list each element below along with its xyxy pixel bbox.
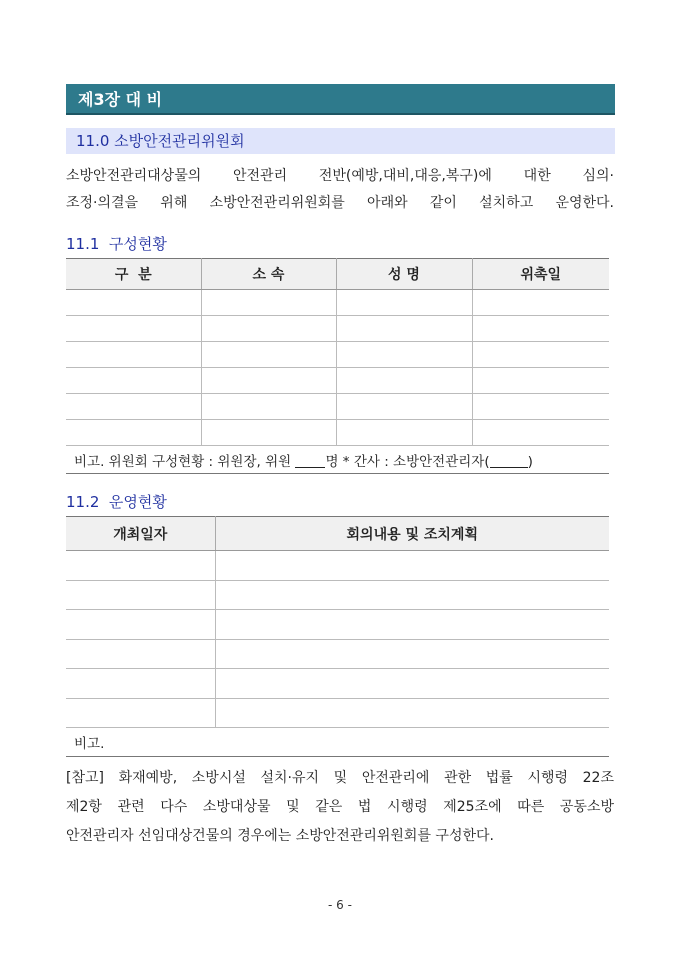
col-header-meeting-date: 개최일자	[66, 517, 215, 551]
table-cell[interactable]	[215, 551, 609, 581]
col-header-name: 성 명	[336, 259, 472, 290]
intro-line-2: 조정·의결을 위해 소방안전관리위원회를 아래와 같이 설치하고 운영한다.	[66, 195, 614, 211]
intro-line-1: 소방안전관리대상물의 안전관리 전반(예방,대비,대응,복구)에 대한 심의·	[66, 168, 614, 184]
table-cell[interactable]	[201, 316, 336, 342]
table-cell[interactable]	[66, 669, 215, 699]
table-row	[66, 316, 609, 342]
note-line-1: [참고] 화재예방, 소방시설 설치·유지 및 안전관리에 관한 법률 시행령 22조	[66, 770, 614, 786]
table-row	[66, 290, 609, 316]
table-cell[interactable]	[66, 551, 215, 581]
table-cell[interactable]	[66, 420, 201, 446]
table-row	[66, 639, 609, 669]
table-row	[66, 420, 609, 446]
note-line-2: 제2항 관련 다수 소방대상물 및 같은 법 시행령 제25조에 따른 공동소방	[66, 799, 614, 815]
table-row	[66, 669, 609, 699]
intro-paragraph	[66, 163, 614, 217]
table-cell[interactable]	[215, 698, 609, 728]
composition-remark-row	[66, 446, 609, 474]
col-header-appointment-date: 위촉일	[472, 259, 609, 290]
remark-text-2: 명 * 간사 : 소방안전관리자(	[325, 453, 490, 470]
table-row	[66, 610, 609, 640]
table-cell[interactable]	[201, 342, 336, 368]
manager-name-blank[interactable]	[490, 453, 528, 468]
table-cell[interactable]	[66, 368, 201, 394]
table-row	[66, 342, 609, 368]
col-header-category: 구 분	[66, 259, 201, 290]
table-row	[66, 394, 609, 420]
operation-table	[66, 516, 609, 757]
section-title: 11.0 소방안전관리위원회	[66, 128, 615, 154]
table-cell[interactable]	[336, 290, 472, 316]
table-cell[interactable]	[215, 580, 609, 610]
table-cell[interactable]	[201, 368, 336, 394]
table-row	[66, 698, 609, 728]
table-cell[interactable]	[215, 610, 609, 640]
operation-header-row	[66, 517, 609, 551]
table-cell[interactable]	[472, 316, 609, 342]
table-cell[interactable]	[66, 698, 215, 728]
table-cell[interactable]	[66, 342, 201, 368]
table-cell[interactable]	[336, 394, 472, 420]
table-cell[interactable]	[472, 290, 609, 316]
table-cell[interactable]	[215, 639, 609, 669]
table-cell[interactable]	[201, 420, 336, 446]
table-cell[interactable]	[472, 394, 609, 420]
composition-header-row	[66, 259, 609, 290]
table-cell[interactable]	[66, 580, 215, 610]
table-cell[interactable]	[66, 290, 201, 316]
table-cell[interactable]	[66, 316, 201, 342]
operation-remark-row	[66, 728, 609, 757]
composition-heading: 11.1 구성현황	[66, 235, 167, 253]
table-cell[interactable]	[66, 610, 215, 640]
operation-remark: 비고.	[66, 728, 609, 757]
table-cell[interactable]	[201, 290, 336, 316]
col-header-meeting-content: 회의내용 및 조치계획	[215, 517, 609, 551]
table-cell[interactable]	[472, 420, 609, 446]
table-row	[66, 368, 609, 394]
composition-table	[66, 258, 609, 474]
table-cell[interactable]	[215, 669, 609, 699]
col-header-affiliation: 소 속	[201, 259, 336, 290]
operation-heading: 11.2 운영현황	[66, 493, 167, 511]
table-cell[interactable]	[336, 342, 472, 368]
table-cell[interactable]	[472, 368, 609, 394]
note-line-3: 안전관리자 선임대상건물의 경우에는 소방안전관리위원회를 구성한다.	[66, 828, 494, 844]
page-number: - 6 -	[328, 898, 352, 912]
remark-text-1: 비고. 위원회 구성현황 : 위원장, 위원	[74, 453, 296, 470]
member-count-blank[interactable]	[295, 453, 325, 468]
table-cell[interactable]	[201, 394, 336, 420]
table-row	[66, 551, 609, 581]
table-cell[interactable]	[66, 639, 215, 669]
composition-remark	[66, 446, 609, 474]
table-cell[interactable]	[336, 420, 472, 446]
reference-note	[66, 764, 614, 851]
table-cell[interactable]	[336, 368, 472, 394]
table-cell[interactable]	[472, 342, 609, 368]
chapter-title: 제3장 대 비	[66, 84, 615, 115]
table-cell[interactable]	[66, 394, 201, 420]
table-row	[66, 580, 609, 610]
table-cell[interactable]	[336, 316, 472, 342]
remark-text-3: )	[527, 453, 533, 470]
